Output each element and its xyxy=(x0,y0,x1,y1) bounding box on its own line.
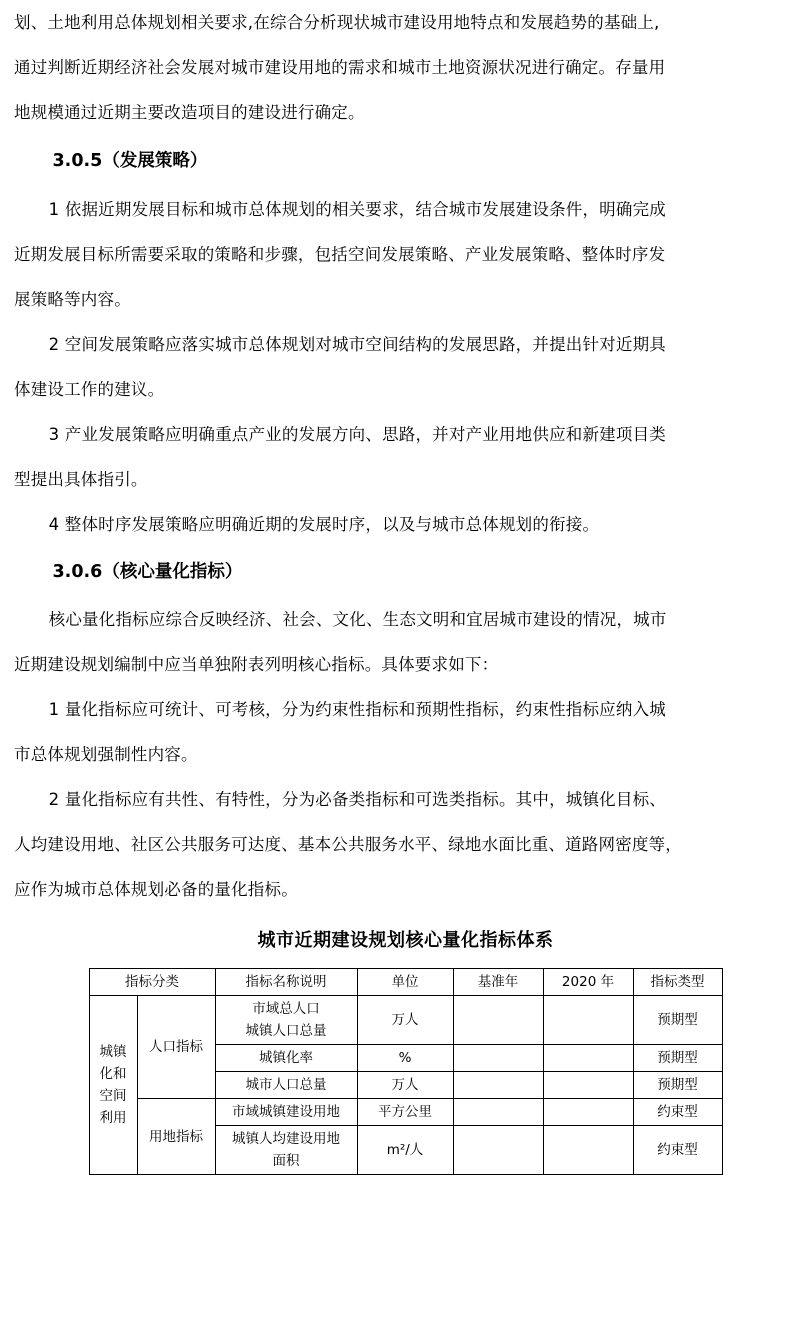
group-label-line: 利用 xyxy=(99,1110,127,1126)
body-paragraph: 3 产业发展策略应明确重点产业的发展方向、思路，并对产业用地供应和新建项目类 xyxy=(48,425,666,444)
group-label-cell xyxy=(89,996,137,1175)
group-label-line: 空间 xyxy=(99,1088,127,1104)
metric-base-year-cell xyxy=(453,996,543,1045)
metric-unit-cell: 万人 xyxy=(357,996,453,1045)
metric-name-cell: 市域城镇建设用地 xyxy=(215,1099,357,1126)
group-label-line: 化和 xyxy=(99,1066,127,1082)
body-paragraph: 应作为城市总体规划必备的量化指标。 xyxy=(14,880,298,899)
column-header: 指标名称说明 xyxy=(215,969,357,996)
metric-name-cell xyxy=(215,996,357,1045)
metric-name-cell xyxy=(215,1126,357,1175)
section-heading-3-0-5: 3.0.5（发展策略） xyxy=(52,151,208,171)
body-paragraph: 市总体规划强制性内容。 xyxy=(14,745,198,764)
body-paragraph: 近期发展目标所需要采取的策略和步骤，包括空间发展策略、产业发展策略、整体时序发 xyxy=(14,245,666,264)
metric-2020-cell xyxy=(543,996,633,1045)
body-paragraph: 2 空间发展策略应落实城市总体规划对城市空间结构的发展思路，并提出针对近期具 xyxy=(48,335,666,354)
metric-type-cell: 预期型 xyxy=(633,996,722,1045)
body-paragraph: 通过判断近期经济社会发展对城市建设用地的需求和城市土地资源状况进行确定。存量用 xyxy=(14,58,666,77)
body-paragraph: 展策略等内容。 xyxy=(14,290,131,309)
table-header-row xyxy=(89,969,722,996)
metric-base-year-cell xyxy=(453,1045,543,1072)
metric-2020-cell xyxy=(543,1072,633,1099)
metric-name-line: 面积 xyxy=(272,1153,300,1169)
table-title: 城市近期建设规划核心量化指标体系 xyxy=(257,930,554,951)
metric-unit-cell: % xyxy=(357,1045,453,1072)
metric-unit-cell: m²/人 xyxy=(357,1126,453,1175)
metric-type-cell: 约束型 xyxy=(633,1126,722,1175)
group-label-line: 城镇 xyxy=(99,1044,127,1060)
metric-name-line: 城镇人口总量 xyxy=(245,1023,327,1039)
subgroup-label-cell: 人口指标 xyxy=(137,996,215,1099)
metric-type-cell: 预期型 xyxy=(633,1072,722,1099)
metric-2020-cell xyxy=(543,1099,633,1126)
body-paragraph: 近期建设规划编制中应当单独附表列明核心指标。具体要求如下： xyxy=(14,655,499,674)
metric-base-year-cell xyxy=(453,1072,543,1099)
body-paragraph: 核心量化指标应综合反映经济、社会、文化、生态文明和宜居城市建设的情况，城市 xyxy=(48,610,667,629)
body-paragraph: 地规模通过近期主要改造项目的建设进行确定。 xyxy=(14,103,365,122)
metric-name-cell: 城市人口总量 xyxy=(215,1072,357,1099)
subgroup-label-cell: 用地指标 xyxy=(137,1099,215,1175)
metric-unit-cell: 万人 xyxy=(357,1072,453,1099)
metric-base-year-cell xyxy=(453,1126,543,1175)
body-paragraph: 1 依据近期发展目标和城市总体规划的相关要求，结合城市发展建设条件，明确完成 xyxy=(48,200,666,219)
body-paragraph: 2 量化指标应有共性、有特性，分为必备类指标和可选类指标。其中，城镇化目标、 xyxy=(48,790,666,809)
body-paragraph: 划、土地利用总体规划相关要求,在综合分析现状城市建设用地特点和发展趋势的基础上, xyxy=(14,13,660,32)
metric-2020-cell xyxy=(543,1045,633,1072)
table-row xyxy=(89,996,722,1045)
body-paragraph: 1 量化指标应可统计、可考核，分为约束性指标和预期性指标，约束性指标应纳入城 xyxy=(48,700,666,719)
body-paragraph: 体建设工作的建议。 xyxy=(14,380,165,399)
column-header: 指标类型 xyxy=(633,969,722,996)
body-paragraph: 人均建设用地、社区公共服务可达度、基本公共服务水平、绿地水面比重、道路网密度等， xyxy=(14,835,682,854)
table-row xyxy=(89,1099,722,1126)
metric-2020-cell xyxy=(543,1126,633,1175)
metric-type-cell: 约束型 xyxy=(633,1099,722,1126)
metric-unit-cell: 平方公里 xyxy=(357,1099,453,1126)
column-header: 指标分类 xyxy=(89,969,215,996)
column-header: 2020 年 xyxy=(543,969,633,996)
body-paragraph: 型提出具体指引。 xyxy=(14,470,148,489)
metric-type-cell: 预期型 xyxy=(633,1045,722,1072)
column-header: 单位 xyxy=(357,969,453,996)
core-metrics-table xyxy=(89,968,723,1175)
metric-base-year-cell xyxy=(453,1099,543,1126)
column-header: 基准年 xyxy=(453,969,543,996)
metric-name-line: 城镇人均建设用地 xyxy=(232,1131,340,1147)
metric-name-line: 市域总人口 xyxy=(252,1001,320,1017)
body-paragraph: 4 整体时序发展策略应明确近期的发展时序，以及与城市总体规划的衔接。 xyxy=(48,515,600,534)
metric-name-cell: 城镇化率 xyxy=(215,1045,357,1072)
section-heading-3-0-6: 3.0.6（核心量化指标） xyxy=(52,562,243,582)
